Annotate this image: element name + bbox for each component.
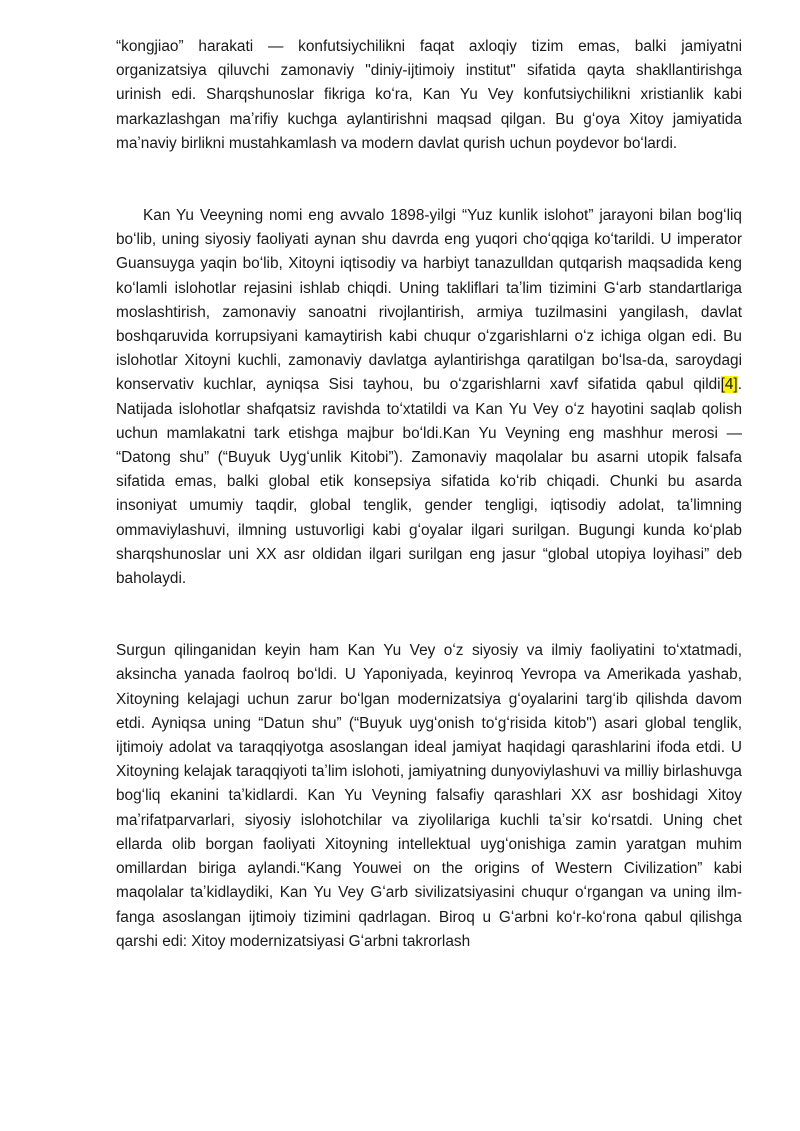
paragraph-exile-activity: Surgun qilinganidan keyin ham Kan Yu Vey oʻz siyosiy va ilmiy faoliyatini toʻxtatmadi, aksincha yanada faolroq boʻldi. U Yaponiyada, keyinroq Yevropa va Amerikada yashab, Xitoyning kelajagi uchun zarur boʻlgan modernizatsiya gʻoyalarini targʻib qilishda davom etdi. Ayniqsa uning “Datun shu” (“Buyuk uygʻonish toʻgʻrisida kitob") asari global tenglik, ijtimoiy adolat va taraqqiyotga asoslangan ideal jamiyat haqidagi qarashlarini ifoda etdi. U Xitoyning kelajak taraqqiyoti taʼlim islohoti, jamiyatning dunyoviylashuvi va milliy birlashuvga bogʻliq ekanini taʼkidlardi. Kan Yu Veyning falsafiy qarashlari XX asr boshidagi Xitoy maʼrifatparvarlari, siyosiy islohotchilar va ziyolilariga kuchli taʼsir koʻrsatdi. Uning chet ellarda olib borgan faoliyati Xitoyning intellektual uygʻonishiga zamin yaratgan muhim omillardan biriga aylandi.“Kang Youwei on the origins of Western Civilization” kabi maqolalar taʼkidlaydiki, Kan Yu Vey Gʻarb sivilizatsiyasini chuqur oʻrgangan va uning ilm-fanga asoslangan ijtimoiy tizimini qadrlagan. Biroq u Gʻarbni koʻr-koʻrona qabul qilishga qarshi edi: Xitoy modernizatsiyasi Gʻarbni takrorlash — [116, 642, 742, 950]
paragraph-reform-1898 — [116, 204, 742, 591]
footnote-reference-link[interactable]: [4] — [720, 376, 738, 394]
paragraph-text-before-reference: Kan Yu Veeyning nomi eng avvalo 1898-yilgi “Yuz kunlik islohot” jarayoni bilan bogʻliq boʻlib, uning siyosiy faoliyati aynan shu davrda eng yuqori choʻqqiga koʻtarildi. U imperator Guansuyga yaqin boʻlib, Xitoyni iqtisodiy va harbiyt tanazulldan qutqarish maqsadida keng koʻlamli islohotlar rejasini ishlab chiqdi. Uning takliflari taʼlim tizimini Gʻarb standartlariga moslashtirish, zamonaviy sanoatni rivojlantirish, armiya tuzilmasini yangilash, davlat boshqaruvida korrupsiyani kamaytirish kabi chuqur oʻzgarishlarni oʻz ichiga olgan edi. Bu islohotlar Xitoyni kuchli, zamonaviy davlatga aylantirishga qaratilgan boʻlsa-da, saroydagi konservativ kuchlar, ayniqsa Sisi tayhou, bu oʻzgarishlarni xavf sifatida qabul qildi — [116, 207, 742, 394]
paragraph-text-after-reference: . Natijada islohotlar shafqatsiz ravishda toʻxtatildi va Kan Yu Vey oʻz hayotini saqlab qolish uchun mamlakatni tark etishga majbur boʻldi.Kan Yu Veyning eng mashhur merosi — “Datong shu” (“Buyuk Uygʻunlik Kitobi”). Zamonaviy maqolalar bu asarni utopik falsafa sifatida emas, balki global etik konsepsiya sifatida koʻrib chiqadi. Chunki bu asarda insoniyat umumiy taqdir, global tenglik, gender tengligi, iqtisodiy adolat, taʼlimning ommaviylashuvi, ilmning ustuvorligi kabi gʻoyalar ilgari surilgan. Bugungi kunda koʻplab sharqshunoslar uni XX asr oldidan ilgari surilgan eng jasur “global utopiya loyihasi” deb baholaydi. — [116, 376, 742, 588]
document-body — [116, 35, 742, 954]
paragraph-kongjiao: “kongjiao” harakati — konfutsiychilikni faqat axloqiy tizim emas, balki jamiyatni organizatsiya qiluvchi zamonaviy "diniy-ijtimoiy institut" sifatida qayta shakllantirishga urinish edi. Sharqshunoslar fikriga koʻra, Kan Yu Vey konfutsiychilikni xristianlik kabi markazlashgan maʼrifiy kuchga aylantirishni maqsad qilgan. Bu gʻoya Xitoy jamiyatida maʼnaviy birlikni mustahkamlash va modern davlat qurish uchun poydevor boʻlardi. — [116, 38, 742, 152]
